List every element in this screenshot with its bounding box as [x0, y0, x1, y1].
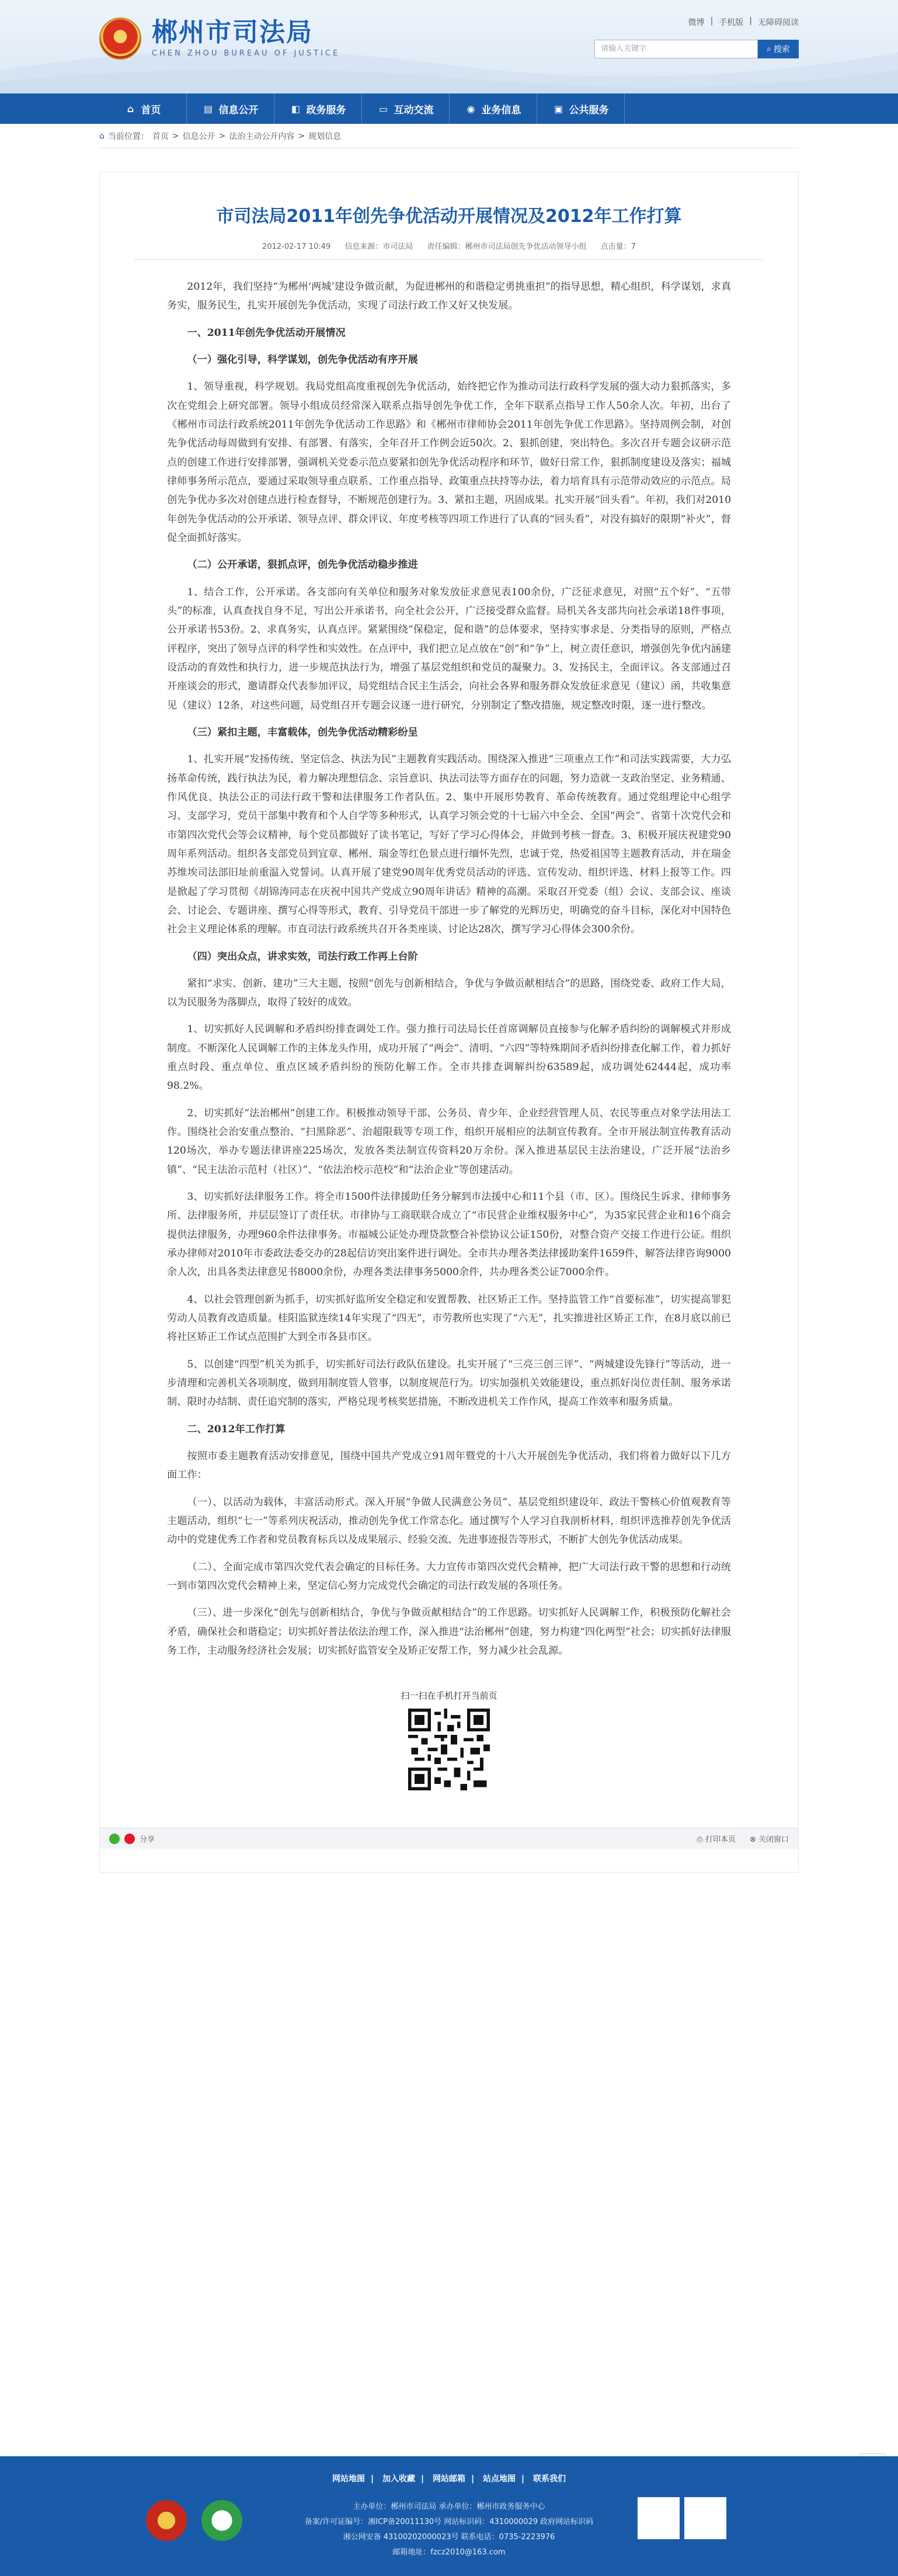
wechat-share-icon[interactable] [109, 1834, 120, 1844]
briefcase-icon: ◧ [291, 103, 301, 114]
breadcrumb [99, 124, 799, 148]
footer-link[interactable]: 网站地图 [332, 2474, 365, 2484]
paragraph: 1、结合工作，公开承诺。各支部向有关单位和服务对象发放征求意见表100余份，广泛征求意见，对照“五个好”、“五带头”的标准，认真查找自身不足，写出公开承诺书，向全社会公开，广泛接受群众监督。局机关各支部共向社会承诺18件事项，公开承诺书53份。2、求真务实，认真点评。紧紧围绕“保稳定，促和谐”的总体要求，坚持实事求是、分类指导的原则，严格点评程序，突出了领导点评的科学性和实效性。在点评中，我们把立足点放在“创”和“争”上，树立责任意识，增强创先争优内涵建设活动的育效性和执行力，进一步规范执法行为，增强了基层党组织和党员的凝聚力。3、发扬民主，全面评议。各支部通过召开座谈会的形式，邀请群众代表参加评议，局党组结合民主生活会，向社会各界和服务群众发放征求意见（建议）函，共收集意见（建议）12条，对这些问题，局党组召开专题会议逐一进行研究，分别制定了整改措施，规定整改时限，逐一进行整改。 [167, 586, 731, 711]
footer-police: 湘公网安备 43100202000023号 联系电话：0735-2223976 [343, 2533, 555, 2542]
nav-interaction[interactable] [362, 93, 450, 124]
separator: > [218, 131, 226, 141]
separator: | [710, 16, 713, 26]
separator: | [471, 2474, 475, 2484]
qr-section [100, 1689, 798, 1793]
footer-link[interactable]: 联系我们 [533, 2474, 566, 2484]
separator: | [371, 2474, 374, 2484]
mobile-link[interactable]: 手机版 [719, 18, 744, 27]
nav-business-info[interactable] [450, 93, 537, 124]
section-heading: （二）公开承诺，狠抓点评，创先争优活动稳步推进 [187, 559, 418, 571]
search-bar [594, 40, 799, 58]
site-name: 郴州市司法局 [152, 17, 313, 47]
nav-info-public[interactable] [187, 93, 274, 124]
footer-sponsor: 主办单位：郴州市司法局 承办单位：郴州市政务服务中心 [353, 2502, 545, 2511]
paragraph: 1、扎实开展“发扬传统、坚定信念、执法为民”主题教育实践活动。围绕深入推进“三项重点工作”和司法实践需要，大力弘扬革命传统，践行执法为民，着力解决理想信念、宗旨意识、执法司法等方面存在的问题，努力造就一支政治坚定、业务精通、作风优良、执法公正的司法行政干警和法律服务工作者队伍。2、集中开展形势教育、革命传统教育。通过党组理论中心组学习、支部学习，党员干部集中教育和个人自学等多种形式，认真学习领会党的十七届六中全会、全国“两会”、省第十次党代会和市第四次党代会等会议精神，每个党员都做好了读书笔记，写好了学习心得体会，并做到考核一督查。3、积极开展庆祝建党90周年系列活动。组织各支部党员到宜章、郴州、瑞金等红色景点进行缅怀先烈，忠诚于党，热爱祖国等主题教育活动，并在瑞金苏维埃司法部旧址前重温入党誓词。认真开展了建党90周年优秀党员活动的评选、宣传发动、组织评选、材料上报等工作。四是掀起了学习贯彻《胡锦涛同志在庆祝中国共产党成立90周年讲话》精神的高潮。采取召开党委（组）会议、支部会议、座谈会、讨论会、专题讲座、撰写心得等形式，教育、引导党员干部进一步了解党的光辉历史，明确党的奋斗目标，深化对中国特色社会主义理论体系的理解。市直司法行政系统共召开各类座谈、讨论达28次，撰写学习心得体会300余份。 [167, 754, 731, 936]
footer-link[interactable]: 站点地图 [483, 2474, 516, 2484]
separator: | [421, 2474, 424, 2484]
paragraph: （二）、全面完成市第四次党代表会确定的目标任务。大力宣传市第四次党代会精神，把广大司法行政干警的思想和行动统一到市第四次党代会精神上来，坚定信心努力完成党代会确定的司法行政发展的各项任务。 [167, 1561, 731, 1592]
print-label: 打印本页 [705, 1835, 736, 1845]
print-button[interactable] [697, 1833, 736, 1844]
separator: > [298, 131, 305, 141]
paragraph: 按照市委主题教育活动安排意见，围绕中国共产党成立91周年暨党的十八大开展创先争优活动，我们将着力做好以下几方面工作： [167, 1450, 731, 1481]
party-gov-badge-icon[interactable] [146, 2500, 187, 2541]
share-group [109, 1833, 155, 1844]
footer-email: 邮箱地址：fzcz2010@163.com [392, 2548, 506, 2557]
section-heading: 一、2011年创先争优活动开展情况 [187, 327, 346, 339]
paragraph: 1、切实抓好人民调解和矛盾纠纷排查调处工作。强力推行司法局长任首席调解员直接参与化解矛盾纠纷的调解模式并形成制度。不断深化人民调解工作的主体龙头作用，成功开展了“两会”、清明、“六四”等特殊期间矛盾纠纷排查化解工作，着力抓好重点时段、重点单位、重点区域矛盾纠纷的预防化解工作。全市共排查调解纠纷63589起，成功调处62444起，成功率98.2%。 [167, 1023, 731, 1092]
nav-label: 首页 [141, 104, 161, 116]
paragraph: 2、切实抓好“法治郴州”创建工作。积极推动领导干部、公务员、青少年、企业经营管理人员、农民等重点对象学法用法工作。围绕社会治安重点整治、“扫黑除恶”、治超限载等专项工作，组织开展相应的法制宣传教育。全市开展法制宣传教育活动120场次，举办专题法律讲座225场次，发放各类法制宣传资料20万余份。深入推进基层民主法治建设，广泛开展“法治乡镇”、“民主法治示范村（社区）”、“依法治校示范校”和“法治企业”等创建活动。 [167, 1107, 731, 1176]
breadcrumb-item[interactable]: 信息公开 [182, 131, 215, 141]
main-nav [0, 93, 898, 124]
paragraph: （一）、以活动为载体，丰富活动形式。深入开展“争做人民满意公务员”、基层党组织建设年、政法干警核心价值观教育等主题活动，组织“七一”等系列庆祝活动，推动创先争优工作常态化。通过撰写个人学习自我剖析材料，组织评选推荐创先争优活动中的党建优秀工作者和党员教育标兵以及成果展示、经验交流、先进事迹报告等形式，不断扩大创先争优活动成果。 [167, 1496, 731, 1546]
print-icon: ⎙ [697, 1835, 705, 1845]
error-correction-badge-icon[interactable] [201, 2500, 242, 2541]
breadcrumb-item[interactable]: 首页 [152, 131, 169, 141]
nav-label: 业务信息 [481, 104, 521, 116]
qr-label: 扫一扫在手机打开当前页 [401, 1690, 497, 1702]
nav-label: 公共服务 [569, 104, 609, 116]
paragraph: 4、以社会管理创新为抓手，切实抓好监所安全稳定和安置帮教、社区矫正工作。坚持监管工作“首要标准”，切实提高罪犯劳动人员教育改造质量。桂阳监狱连续14年实现了“四无”，市劳教所也实现了“六无”，扎实推进社区矫正工作，在8月底以前已将社区矫正工作试点范围扩大到全市各县市区。 [167, 1293, 731, 1343]
footer-info [0, 2499, 898, 2560]
breadcrumb-prefix: 当前位置： [107, 131, 149, 141]
close-window-button[interactable] [750, 1833, 789, 1844]
paragraph: （三）、进一步深化“创先与创新相结合，争优与争做贡献相结合”的工作思路。切实抓好人民调解工作，积极预防化解社会矛盾，确保社会和谐稳定；切实抓好普法依法治理工作，深入推进“法治郴州”创建，努力构建“四化两型”社会；切实抓好法律服务工作，主动服务经济社会发展；切实抓好监管安全及矫正安帮工作，努力减少社会乱源。 [167, 1607, 731, 1657]
article-body [100, 260, 798, 1660]
paragraph: 2012年，我们坚持“为郴州‘两城’建设争做贡献，为促进郴州的和谐稳定勇挑重担”的指导思想，精心组织，科学谋划，求真务实，服务民生，扎实开展创先争优活动，实现了司法行政工作又好又快发展。 [167, 281, 732, 312]
breadcrumb-item[interactable]: 法治主动公开内容 [229, 131, 295, 141]
document-icon: ▤ [203, 103, 213, 114]
footer-icp: 备案/许可证编号：湘ICP备20011130号 网站标识码：4310000029 政府网站标识码 [304, 2518, 594, 2526]
section-heading: 二、2012年工作打算 [187, 1423, 286, 1435]
close-icon: ⊗ [749, 1835, 758, 1845]
qr-code-icon [408, 1709, 490, 1790]
article-source: 信息来源：市司法局 [344, 242, 413, 251]
section-heading: （三）紧扣主题，丰富载体，创先争优活动精彩纷呈 [187, 726, 418, 738]
article-toolbar [100, 1828, 798, 1849]
nav-label: 信息公开 [218, 104, 259, 116]
paragraph: 紧扣“求实、创新、建功”三大主题，按照“创先与创新相结合，争优与争做贡献相结合”的思路，围绕党委、政府工作大局，以为民服务为落脚点，取得了较好的成效。 [167, 977, 731, 1009]
paragraph: 1、领导重视，科学规划。我局党组高度重视创先争优活动，始终把它作为推动司法行政科学发展的强大动力狠抓落实，多次在党组会上研究部署。领导小组成员经常深入联系点指导创先争优工作，全年下联系点指导工作人50余人次。年初，出台了《郴州市司法行政系统2011年创先争优活动工作思路》和《郴州市律师协会2011年创先争优工作思路》。坚持周例会制，对创先争优活动每周做到有安排、有部署、有落实，全年召开工作例会近50次。2、狠抓创建，突出特色。多次召开专题会议研示范点的创建工作进行安排部署，强调机关党委示范点要紧扣创先争优活动程序和环节，做好日常工作，狠抓制度建设及落实；福城律师事务所示范点，要通过采取领导重点联系、工作重点指导、政策重点扶持等办法，着力培育具有示范带动效应的示范点。局创先争优办多次对创建点进行检查督导，不断规范创建行为。3、紧扣主题，巩固成果。扎实开展“回头看”。年初，我们对2010年创先争优活动的公开承诺、领导点评、群众评议、年度考核等四项工作进行了认真的“回头看”，对没有搞好的限期“补火”，督促全面抓好落实。 [167, 381, 732, 544]
accessibility-link[interactable]: 无障碍阅读 [758, 18, 799, 27]
footer-link[interactable]: 网站邮箱 [433, 2474, 465, 2484]
footer-link[interactable]: 加入收藏 [382, 2474, 415, 2484]
footer-qr-weibo-icon [684, 2497, 726, 2539]
section-heading: （四）突出众点，讲求实效，司法行政工作再上台阶 [187, 950, 418, 963]
people-icon: ◉ [467, 103, 475, 114]
site-name-en: CHEN ZHOU BUREAU OF JUSTICE [152, 48, 340, 58]
separator: | [749, 16, 752, 26]
separator: > [172, 131, 179, 141]
weibo-share-icon[interactable] [124, 1834, 135, 1844]
header [0, 0, 898, 93]
article-title: 市司法局2011年创先争优活动开展情况及2012年工作打算 [216, 206, 682, 227]
weibo-link[interactable]: 微博 [688, 18, 705, 27]
breadcrumb-item[interactable]: 规划信息 [308, 131, 342, 141]
article-editor: 责任编辑：郴州市司法局创先争优活动领导小组 [427, 242, 587, 251]
nav-label: 政务服务 [306, 104, 346, 116]
top-links [688, 16, 799, 28]
search-icon: ⌕ [767, 44, 771, 54]
chat-icon: ▭ [378, 103, 388, 114]
nav-public-service[interactable] [537, 93, 625, 124]
search-input[interactable]: 请输入关键字 [594, 40, 758, 58]
nav-gov-service[interactable] [274, 93, 362, 124]
nav-label: 互动交流 [394, 104, 434, 116]
footer-qr-wechat-icon [638, 2497, 680, 2539]
search-button-label: 搜索 [773, 45, 790, 54]
section-heading: （一）强化引导，科学谋划，创先争优活动有序开展 [187, 353, 418, 366]
service-icon: ▣ [554, 103, 563, 114]
footer-links [0, 2456, 898, 2484]
footer [0, 2456, 898, 2576]
nav-home[interactable] [99, 93, 187, 124]
site-logo[interactable] [99, 18, 340, 60]
share-label: 分享 [140, 1835, 155, 1845]
article-container [99, 172, 799, 1873]
national-emblem-icon [99, 18, 141, 60]
article-meta [135, 240, 763, 260]
paragraph: 5、以创建“四型”机关为抓手，切实抓好司法行政队伍建设。扎实开展了“三亮三创三评”、“两城建设先锋行”等活动，进一步清理和完善机关各项制度，做到用制度管人管事，以制度规范行为。切实加强机关效能建设，重点抓好岗位责任制、服务承诺制、限时办结制、责任追究制的落实，严格兑现考核奖惩措施，不断改进机关工作作风，提高工作效率和服务质量。 [167, 1358, 731, 1408]
home-icon: ⌂ [127, 103, 134, 114]
search-button[interactable] [758, 40, 799, 58]
location-icon: ⌂ [99, 131, 105, 141]
separator: | [521, 2474, 525, 2484]
close-label: 关闭窗口 [758, 1835, 789, 1845]
page-actions [697, 1833, 789, 1844]
article-date: 2012-02-17 10:49 [262, 242, 331, 251]
article-views: 点击量：7 [600, 242, 636, 251]
paragraph: 3、切实抓好法律服务工作。将全市1500件法律援助任务分解到市法援中心和11个县（市、区）。围绕民生诉求、律师事务所、法律服务所，并层层签订了责任状。市律协与工商联联合成立了“市民营企业维权服务中心”，为35家民营企业和16个商会提供法律服务，办理960余件法律事务。市福城公证处办理贷款整合补偿协议公证150份，对整合资产交接工作进行公证。组织承办律师对2010年市委政法委交办的28起信访突出案件进行调处。全市共办理各类法律援助案件1659件，解答法律咨询9000余人次，出具各类法律意见书8000余份，办理各类法律事务5000余件，共办理各类公证7000余件。 [167, 1191, 731, 1279]
